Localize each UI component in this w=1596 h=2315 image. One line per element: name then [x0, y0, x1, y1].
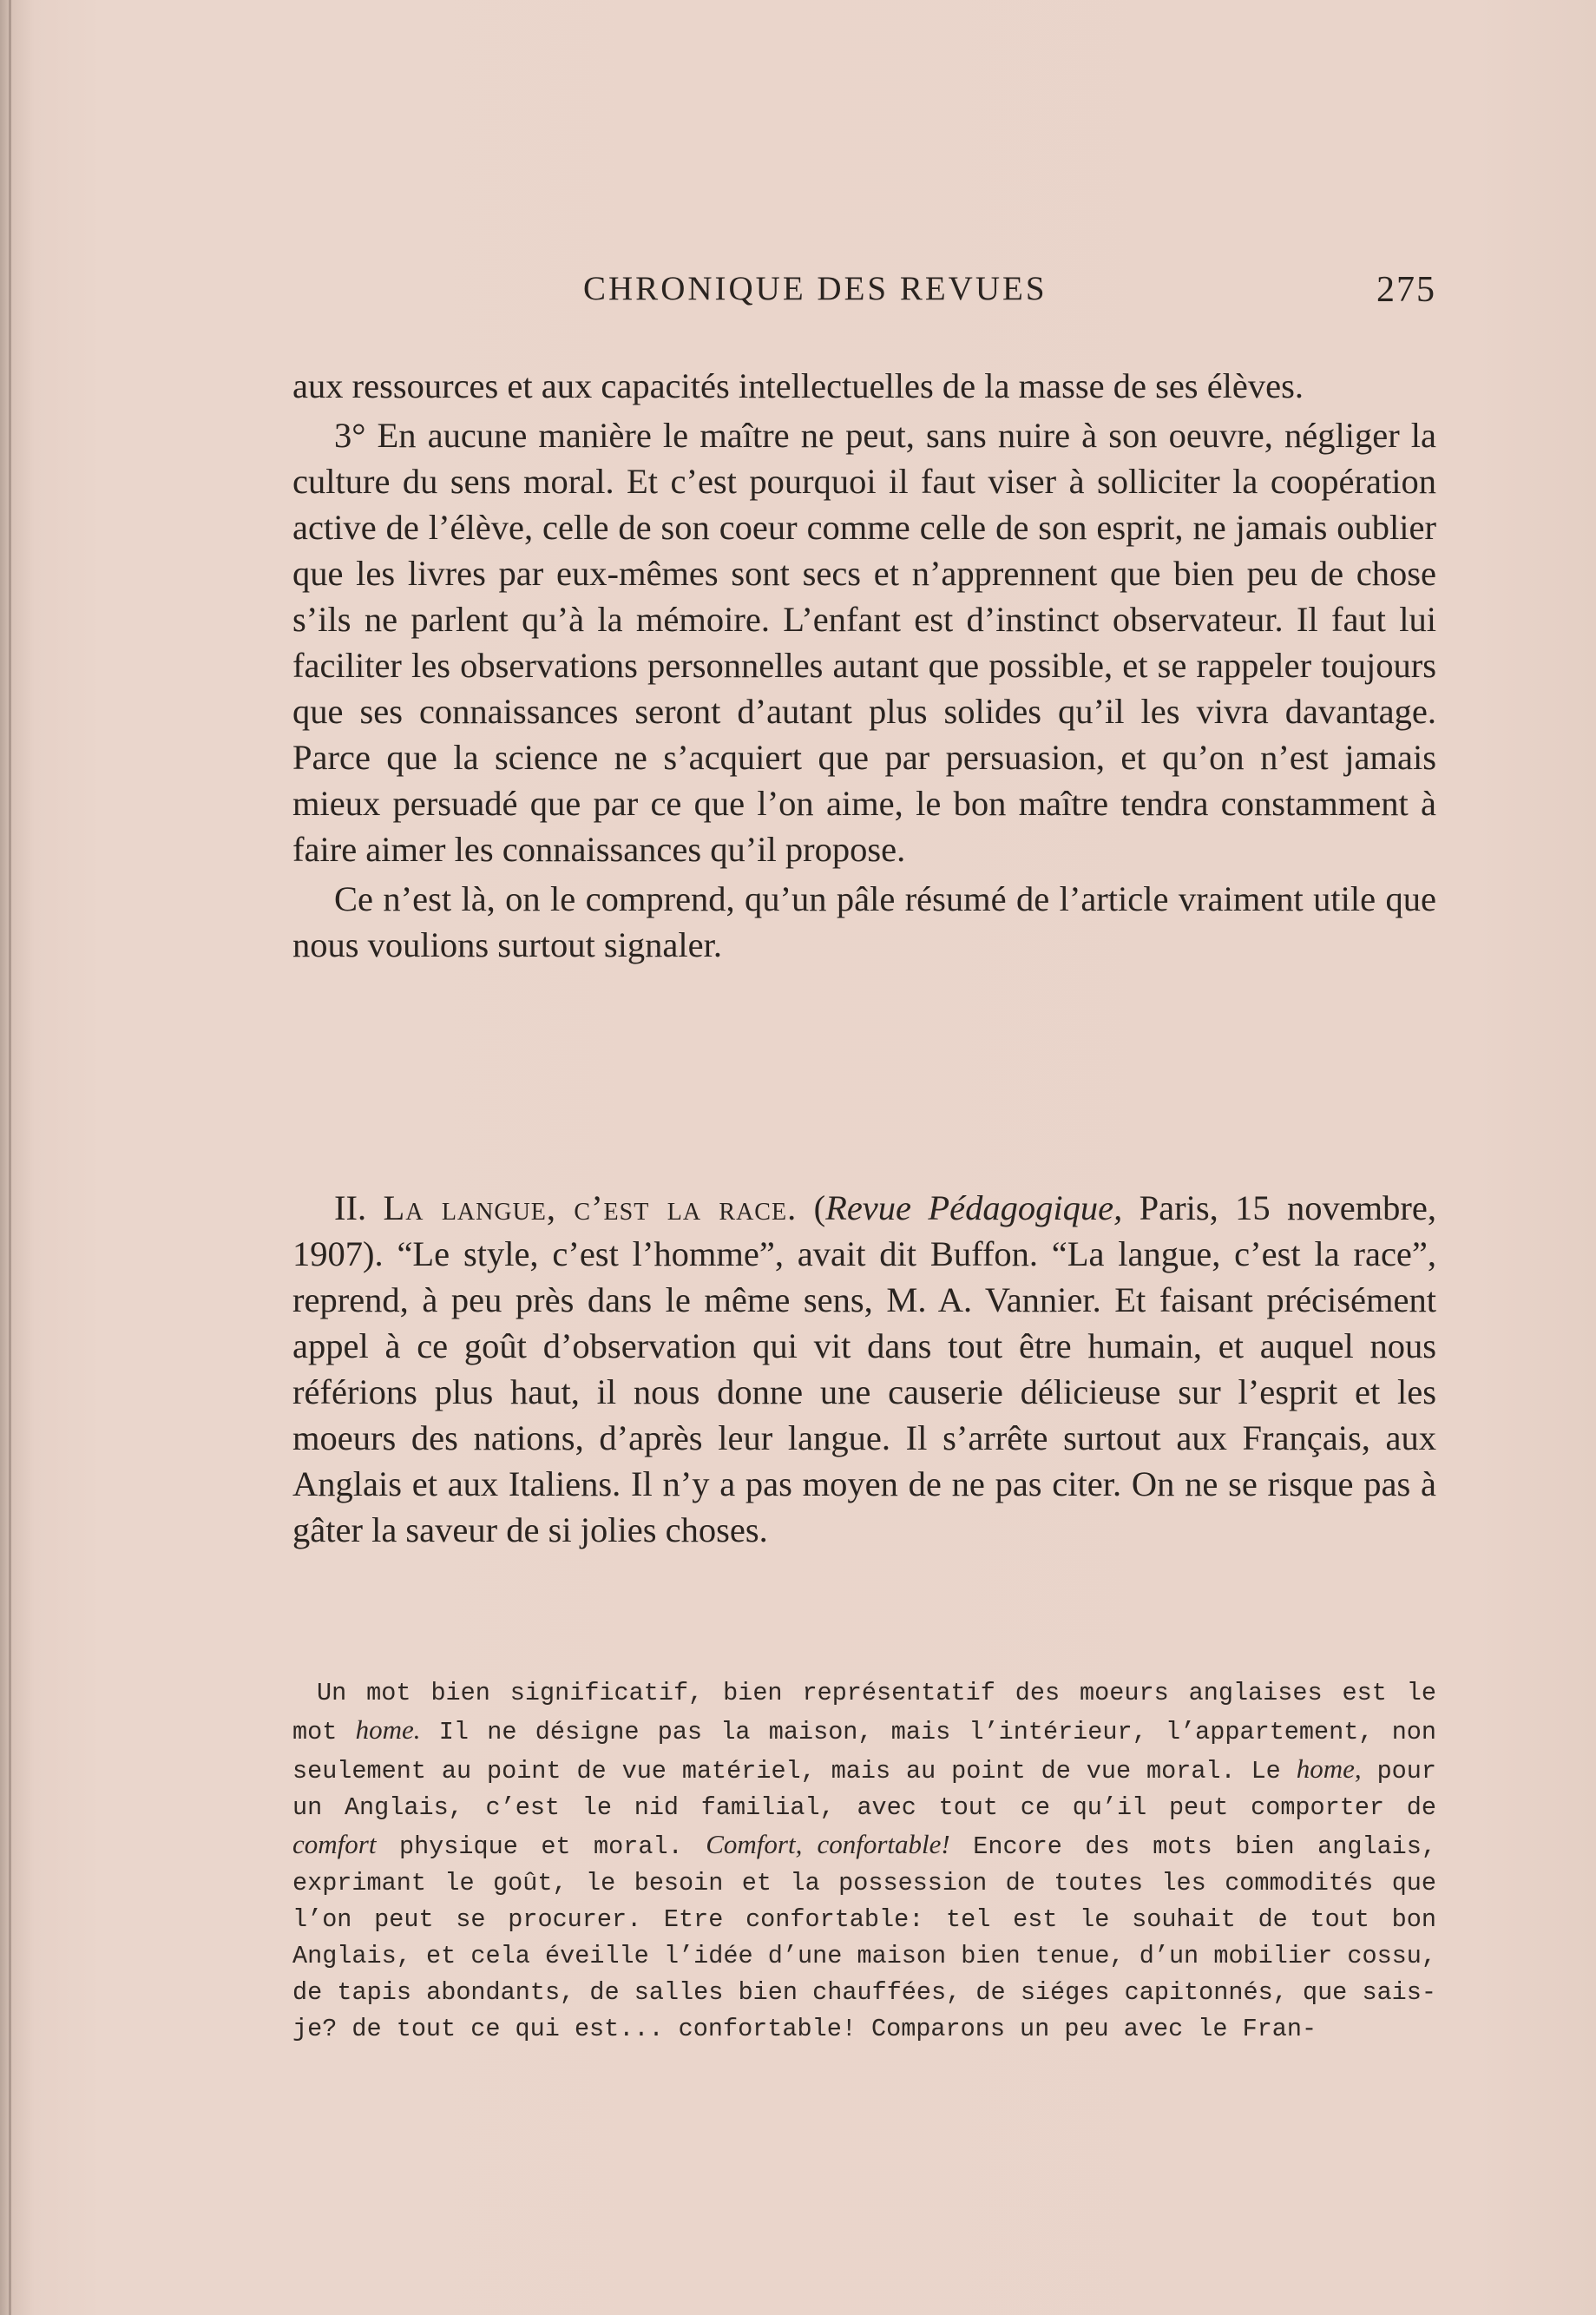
source-journal: Revue Pédagogique,	[825, 1188, 1123, 1227]
quote-home-2: home,	[1296, 1753, 1362, 1784]
summary-paragraph: Ce n’est là, on le comprend, qu’un pâle résumé de l’article vraiment utile que nous voulions surtout signaler.	[292, 879, 1436, 964]
quote-comfort-2: Comfort, confortable!	[706, 1829, 950, 1859]
continuation-paragraph: aux ressources et aux capacités intellectuelles de la masse de ses élèves.	[292, 366, 1304, 405]
section-one-text	[292, 363, 1436, 968]
quote-comfort-1: comfort	[292, 1829, 377, 1859]
section-title: La langue, c’est la race.	[383, 1188, 798, 1227]
source-open-paren: (	[813, 1188, 826, 1227]
quote-text-2: Il ne désigne pas la maison, mais l’intérieur, l’appartement, non seulement au point de vue matériel, mais au point de vue moral. Le	[292, 1718, 1436, 1786]
quote-paragraph	[292, 1675, 1436, 2048]
quote-text-3: pour un Anglais, c’est le nid familial, avec tout ce qu’il peut comporter de	[292, 1757, 1436, 1822]
point-three-paragraph: 3° En aucune manière le maître ne peut, sans nuire à son oeuvre, négliger la culture du sens moral. Et c’est pourquoi il faut viser à solliciter la coopération active de l’élève, celle de son coeur comme celle de son esprit, ne jamais oublier que les livres par eux-mêmes sont secs et n’apprennent que bien peu de chose s’ils ne parlent qu’à la mémoire. L’enfant est d’instinct observateur. Il faut lui faciliter les observations personnelles autant que possible, et se rappeler toujours que ses connaissances seront d’autant plus solides qu’il les vivra davantage. Parce que la science ne s’acquiert que par persuasion, et qu’on n’est jamais mieux persuadé que par ce que l’on aime, le bon maître tendra constamment à faire aimer les connaissances qu’il propose.	[292, 416, 1436, 869]
section-two	[292, 1185, 1436, 1553]
quoted-excerpt	[292, 1675, 1436, 2048]
quote-text-5: Encore des mots bien anglais, exprimant le goût, le besoin et la possession de toutes les commodités que l’on peut se procurer. Etre confortable: tel est le souhait de tout bon Anglais, et cela éveille l’idée d’une maison bien tenue, d’un mobilier cossu, de tapis abondants, de salles bien chauffées, de siéges capitonnés, que sais-je? de tout ce qui est... confortable! Comparons un peu avec le Fran-	[292, 1832, 1436, 2043]
running-title: CHRONIQUE DES REVUES	[583, 270, 1048, 307]
section-two-paragraph	[292, 1185, 1436, 1553]
quote-text-4: physique et moral.	[398, 1832, 683, 1861]
section-numeral: II.	[334, 1188, 367, 1227]
source-details: Paris, 15 novembre, 1907).	[292, 1188, 1437, 1273]
quote-text-1: Un mot bien significatif, bien représentatif des moeurs anglaises est le mot	[292, 1679, 1436, 1746]
section-two-body: “Le style, c’est l’homme”, avait dit Buffon. “La langue, c’est la race”, reprend, à peu près dans le même sens, M. A. Vannier. Et faisant précisément appel à ce goût d’observation qui vit dans tout être humain, et auquel nous référions plus haut, il nous donne une causerie délicieuse sur l’esprit et les moeurs des nations, d’après leur langue. Il s’arrête surtout aux Français, aux Anglais et aux Italiens. Il n’y a pas moyen de ne pas citer. On ne se risque pas à gâter la saveur de si jolies choses.	[292, 1234, 1436, 1549]
page-header	[292, 269, 1436, 321]
quote-home-1: home.	[355, 1714, 421, 1745]
page-number: 275	[1376, 270, 1436, 310]
binding-edge	[9, 0, 11, 2315]
